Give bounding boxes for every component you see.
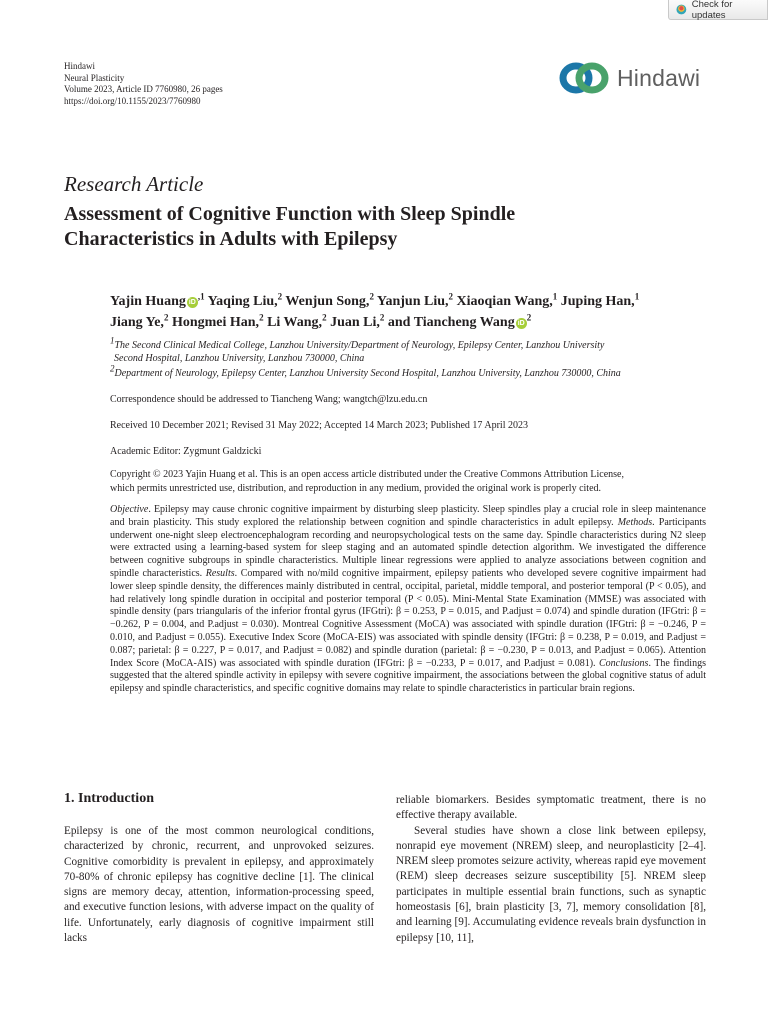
introduction-heading: 1. Introduction bbox=[64, 791, 154, 806]
affiliation-1-continued: Second Hospital, Lanzhou University, Lanzhou 730000, China bbox=[114, 353, 365, 364]
article-title bbox=[64, 202, 704, 252]
check-for-updates-button[interactable] bbox=[668, 0, 768, 20]
author-affiliation-number: 2 bbox=[448, 291, 454, 302]
author-name: and Tiancheng Wang bbox=[387, 315, 515, 330]
affiliation-number: 1 bbox=[110, 335, 115, 346]
author-affiliation-number: 2 bbox=[369, 291, 374, 302]
affiliation-number: 2 bbox=[110, 363, 115, 374]
abstract bbox=[110, 504, 706, 696]
abstract-conclusions-label: Conclusions bbox=[599, 657, 649, 669]
affiliation-2 bbox=[110, 363, 730, 380]
author-affiliation-number: 2 bbox=[379, 312, 385, 323]
abstract-conclusions: . The findings suggested that the altered spindle activity in epilepsy with severe cognitive impairment, the associations between the global cognitive status of adult epilepsy and spindle characteristics, and specific cognitive domains may relate to spindle characteristics in particular brain regions. bbox=[110, 657, 706, 695]
publication-dates: Received 10 December 2021; Revised 31 May 2022; Accepted 14 March 2023; Published 17 April 2023 bbox=[110, 420, 528, 431]
orcid-icon[interactable]: iD bbox=[517, 320, 525, 327]
abstract-objective-label: Objective bbox=[110, 504, 149, 515]
author-line-1 bbox=[110, 291, 720, 312]
intro-paragraph-1-continued: reliable biomarkers. Besides symptomatic treatment, there is no effective therapy available. bbox=[396, 794, 706, 822]
affiliation-1 bbox=[110, 335, 730, 352]
author-affiliation-number: 2 bbox=[322, 312, 327, 323]
author-affiliation-number: ,1 bbox=[197, 291, 205, 302]
abstract-results: . Compared with no/mild cognitive impairment, epilepsy patients who developed severe cognitive impairment had lower sleep spindle density, the differences mainly distributed in central, occipital, parietal, middle temporal, and posterior temporal (P < 0.05), and had relatively long spindle duration in occipital and posterior temporal (P < 0.05). Mini-Mental State Examination (MMSE) was associated with spindle density (pars triangularis of the inferior frontal gyrus (IFGtri): β = 0.253, P = 0.015, and P.adjust = 0.074) and spindle duration (IFGtri: β = −0.262, P = 0.004, and P.adjust = 0.030). Montreal Cognitive Assessment (MoCA) was associated with spindle duration (IFGtri: β = −0.246, P = 0.010, and P.adjust = 0.055). Executive Index Score (MoCA-EIS) was associated with spindle density (IFGtri: β = 0.238, P = 0.019, and P.adjust = 0.087; parietal: β = 0.227, P = 0.017, and P.adjust = 0.082) and spindle duration (parietal: β = −0.230, P = 0.013, and P.adjust = 0.065). Attention Index Score (MoCA-AIS) was associated with spindle duration (IFGtri: β = −0.233, P = 0.017, and P.adjust = 0.081). bbox=[110, 567, 707, 669]
hindawi-logo-text: Hindawi bbox=[617, 64, 701, 91]
author-line-2 bbox=[110, 312, 720, 333]
copyright-line-2: which permits unrestricted use, distribution, and reproduction in any medium, provided the original work is properly cited. bbox=[110, 483, 602, 494]
abstract-results-label: Results bbox=[205, 567, 235, 579]
hindawi-logo bbox=[556, 60, 700, 96]
author-name: Juan Li, bbox=[330, 315, 380, 330]
doi-link[interactable]: https://doi.org/10.1155/2023/7760980 bbox=[64, 95, 201, 106]
author-affiliation-number: 2 bbox=[163, 312, 169, 323]
body-column-right bbox=[396, 793, 706, 946]
author-name: Jiang Ye, bbox=[110, 315, 164, 330]
correspondence: Correspondence should be addressed to Tiancheng Wang; wangtch@lzu.edu.cn bbox=[110, 394, 428, 405]
author-list bbox=[110, 291, 720, 333]
author-name: Yajin Huang bbox=[110, 294, 186, 309]
author-affiliation-number: 2 bbox=[259, 312, 264, 323]
author-name: Xiaoqian Wang, bbox=[456, 294, 553, 309]
orcid-icon[interactable]: iD bbox=[188, 299, 196, 306]
academic-editor: Academic Editor: Zygmunt Galdzicki bbox=[110, 446, 262, 457]
abstract-methods: . Participants underwent one-night sleep electroencephalogram recording and neuropsychological tests on the same day. Spindle characteristics during N2 sleep were extracted using a learning-based system for sleep staging and an automated spindle detection algorithm. We investigated the difference between cognitive subgroups in spindle characteristics. Multiple linear regressions were applied to analyze associations between cognition and spindle characteristics. bbox=[110, 516, 706, 579]
author-name: Hongmei Han, bbox=[171, 315, 260, 330]
intro-paragraph-1: Epilepsy is one of the most common neurological conditions, characterized by chronic, recurrent, and unprovoked seizures. Cognitive comorbidity is prevalent in epilepsy, and approximately 70-80% of chronic epilepsy has cognitive decline [1]. The clinical signs are memory decay, attention, information-processing speed, and executive function lesions, with adverse impact on the quality of life. Unfortunately, early diagnosis of cognitive impairment still lacks bbox=[64, 825, 374, 945]
affiliation-text: The Second Clinical Medical College, Lanzhou University/Department of Neurology, Epilepsy Center, Lanzhou University bbox=[114, 340, 605, 351]
article-title-line-1: Assessment of Cognitive Function with Sleep Spindle bbox=[64, 203, 516, 225]
author-name: Yanjun Liu, bbox=[376, 294, 449, 309]
body-column-left bbox=[64, 824, 374, 946]
volume-info: Volume 2023, Article ID 7760980, 26 pages bbox=[64, 84, 223, 94]
check-updates-icon bbox=[676, 4, 687, 15]
author-name: Yaqing Liu, bbox=[207, 294, 278, 309]
affiliation-text: Department of Neurology, Epilepsy Center, Lanzhou University Second Hospital, Lanzhou University, Lanzhou 730000, China bbox=[114, 368, 621, 379]
abstract-objective: . Epilepsy may cause chronic cognitive impairment by disturbing sleep plasticity. Sleep spindles play a crucial role in sleep maintenance and brain plasticity. This study explored the relationship between cognition and spindle characteristics in adult epilepsy. bbox=[110, 504, 706, 528]
author-affiliation-number: 1 bbox=[552, 291, 558, 302]
copyright-line-1: Copyright © 2023 Yajin Huang et al. This is an open access article distributed under the Creative Commons Attribution License, bbox=[110, 469, 624, 480]
publisher-name: Hindawi bbox=[64, 61, 95, 71]
journal-name: Neural Plasticity bbox=[64, 72, 125, 83]
author-affiliation-number: 2 bbox=[277, 291, 283, 302]
abstract-methods-label: Methods bbox=[617, 516, 653, 528]
author-affiliation-number: 1 bbox=[634, 291, 640, 302]
author-affiliation-number: 2 bbox=[526, 312, 532, 323]
author-name: Juping Han, bbox=[560, 294, 635, 309]
author-name: Wenjun Song, bbox=[285, 294, 370, 309]
intro-paragraph-2: Several studies have shown a close link between epilepsy, nonrapid eye movement (NREM) sleep, and neuroplasticity [2–4]. NREM sleep promotes seizure activity, whereas rapid eye movement (REM) sleep decreases seizure susceptibility [5]. NREM sleep participates in multiple essential brain functions, such as synaptic homeostasis [6], brain plasticity [3, 7], memory consolidation [8], and learning [9]. Accumulating evidence reveals brain dysfunction in epilepsy [10, 11], bbox=[396, 824, 706, 944]
hindawi-logo-icon bbox=[556, 60, 612, 96]
check-for-updates-label: Check for updates bbox=[691, 0, 733, 21]
copyright-notice bbox=[110, 468, 706, 496]
author-name: Li Wang, bbox=[267, 315, 323, 330]
journal-meta bbox=[64, 61, 223, 107]
article-title-line-2: Characteristics in Adults with Epilepsy bbox=[64, 228, 398, 250]
article-type: Research Article bbox=[64, 172, 204, 196]
affiliations bbox=[110, 335, 730, 380]
